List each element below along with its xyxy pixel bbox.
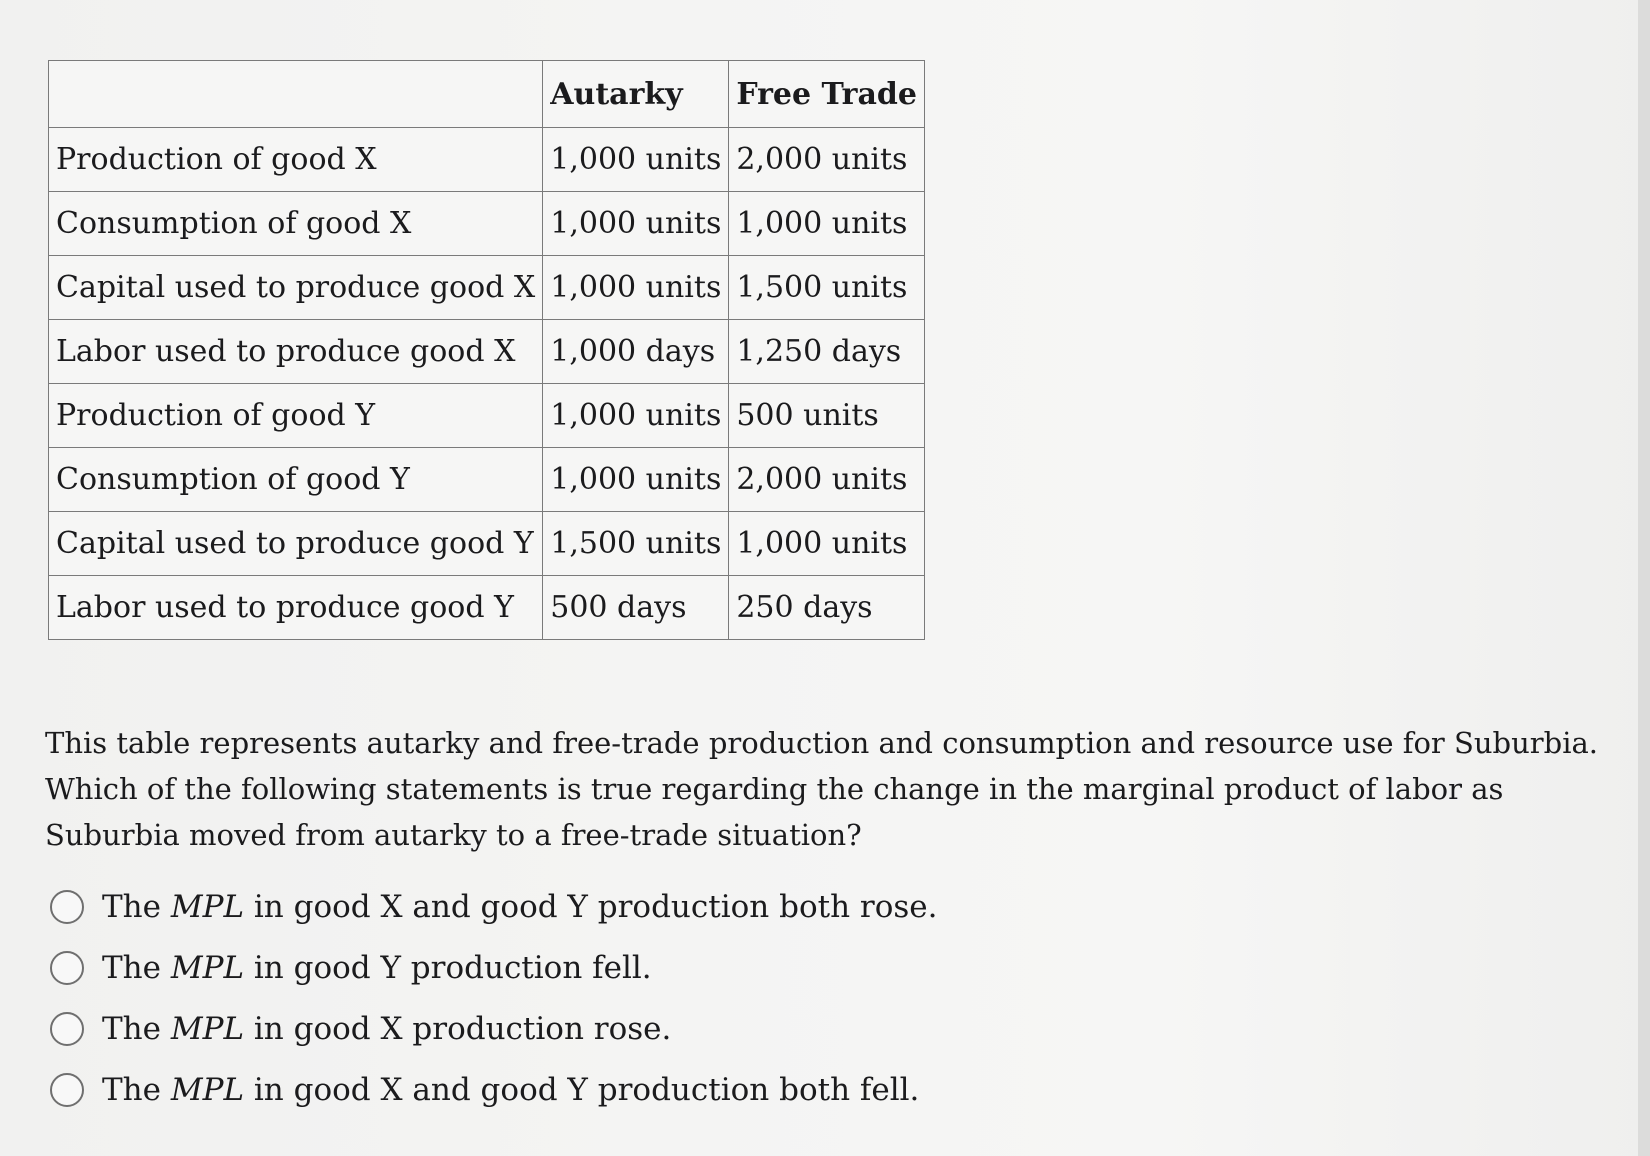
table-header-empty — [49, 61, 543, 128]
table-row — [49, 192, 925, 256]
table-row — [49, 576, 925, 640]
table-header-row — [49, 61, 925, 128]
option-label: The MPL in good Y production fell. — [102, 949, 652, 986]
answer-options — [50, 876, 937, 1120]
data-table — [48, 60, 925, 640]
table-row — [49, 448, 925, 512]
table-header-free-trade: Free Trade — [729, 61, 925, 128]
answer-option-2[interactable] — [50, 937, 937, 998]
free-trade-value: 1,000 units — [729, 512, 925, 576]
answer-option-1[interactable] — [50, 876, 937, 937]
option-label: The MPL in good X production rose. — [102, 1010, 672, 1047]
free-trade-value: 500 units — [729, 384, 925, 448]
free-trade-value: 2,000 units — [729, 128, 925, 192]
radio-button[interactable] — [50, 951, 84, 985]
free-trade-value: 1,500 units — [729, 256, 925, 320]
question-text: This table represents autarky and free-trade production and consumption and resource use for Suburbia. Which of the following statements is true regarding the change in the marginal product of labor as Suburbia moved from autarky to a free-trade situation? — [45, 726, 1598, 852]
radio-button[interactable] — [50, 1073, 84, 1107]
answer-option-4[interactable] — [50, 1059, 937, 1120]
row-label: Consumption of good X — [49, 192, 543, 256]
autarky-value: 1,500 units — [543, 512, 729, 576]
autarky-value: 1,000 units — [543, 448, 729, 512]
autarky-value: 500 days — [543, 576, 729, 640]
row-label: Production of good Y — [49, 384, 543, 448]
autarky-value: 1,000 days — [543, 320, 729, 384]
free-trade-value: 2,000 units — [729, 448, 925, 512]
table-row — [49, 256, 925, 320]
autarky-value: 1,000 units — [543, 128, 729, 192]
table-header-autarky: Autarky — [543, 61, 729, 128]
free-trade-value: 1,250 days — [729, 320, 925, 384]
radio-button[interactable] — [50, 1012, 84, 1046]
autarky-value: 1,000 units — [543, 192, 729, 256]
radio-button[interactable] — [50, 890, 84, 924]
table-row — [49, 384, 925, 448]
row-label: Capital used to produce good Y — [49, 512, 543, 576]
row-label: Consumption of good Y — [49, 448, 543, 512]
table-row — [49, 512, 925, 576]
table-row — [49, 128, 925, 192]
autarky-value: 1,000 units — [543, 256, 729, 320]
page-right-edge — [1638, 0, 1650, 1156]
table-row — [49, 320, 925, 384]
row-label: Production of good X — [49, 128, 543, 192]
row-label: Labor used to produce good Y — [49, 576, 543, 640]
option-label: The MPL in good X and good Y production both fell. — [102, 1071, 920, 1108]
row-label: Capital used to produce good X — [49, 256, 543, 320]
answer-option-3[interactable] — [50, 998, 937, 1059]
row-label: Labor used to produce good X — [49, 320, 543, 384]
option-label: The MPL in good X and good Y production both rose. — [102, 888, 938, 925]
autarky-value: 1,000 units — [543, 384, 729, 448]
free-trade-value: 250 days — [729, 576, 925, 640]
free-trade-value: 1,000 units — [729, 192, 925, 256]
